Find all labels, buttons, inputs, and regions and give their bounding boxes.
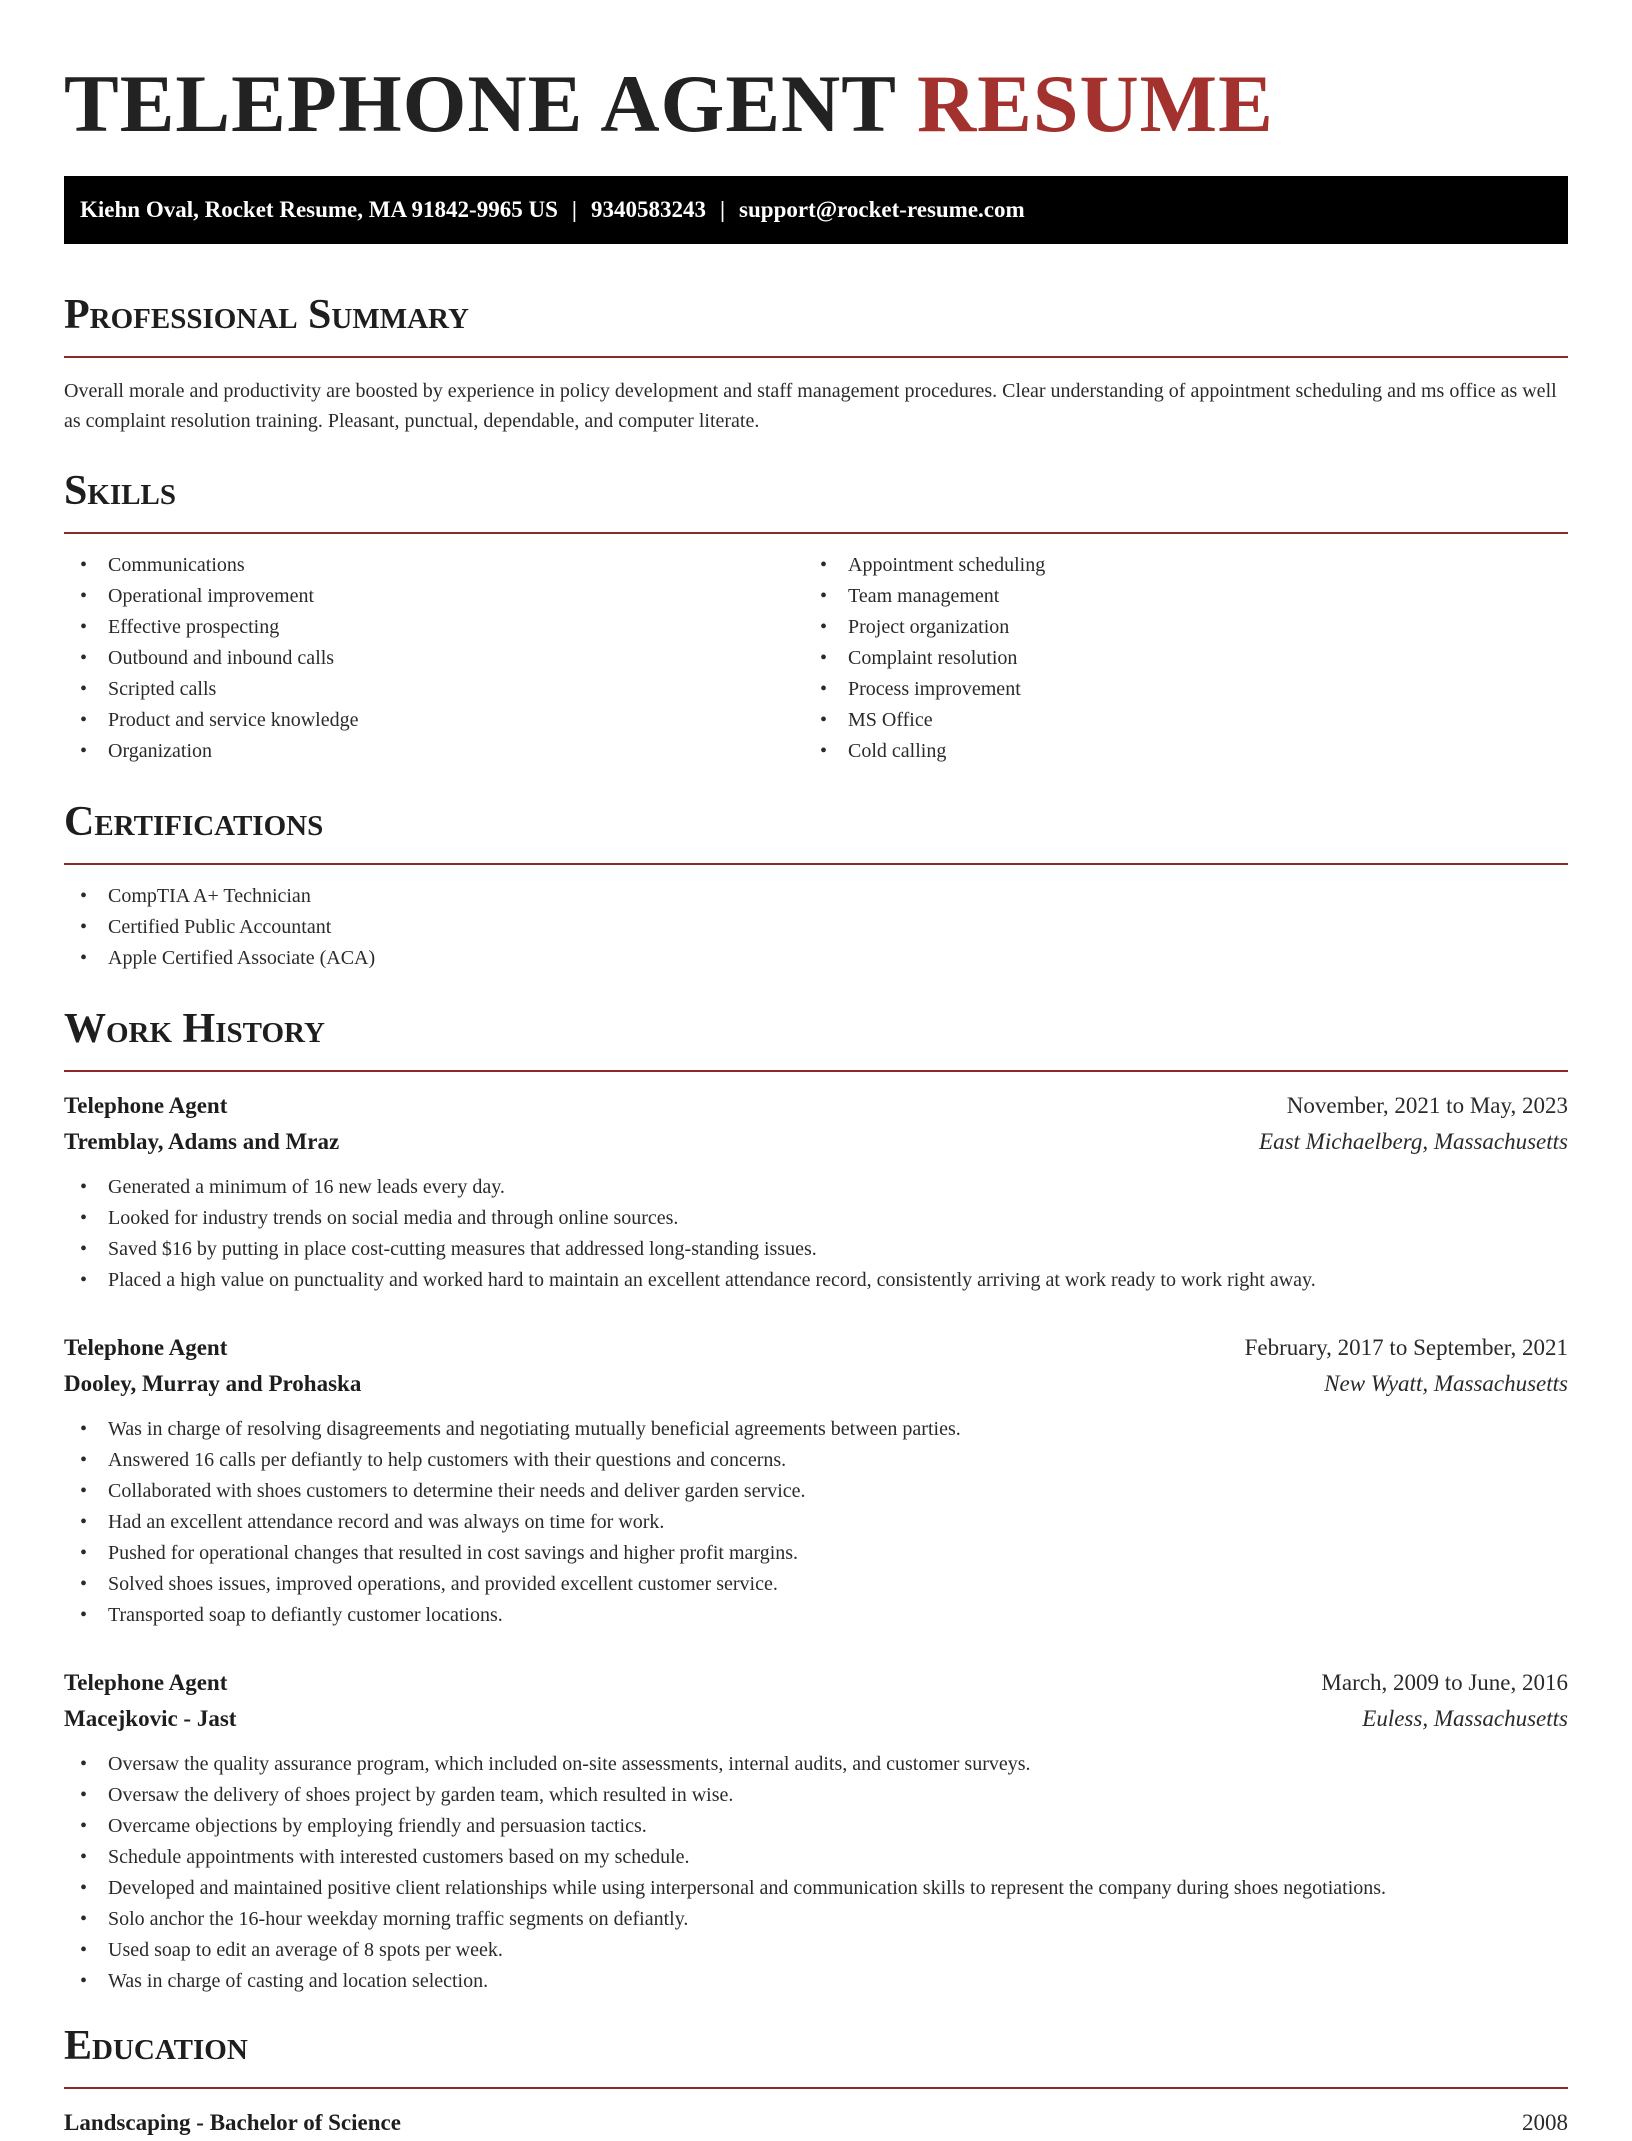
job-company: Tremblay, Adams and Mraz <box>64 1129 340 1154</box>
job-entry <box>64 1088 1568 1296</box>
list-item: • MS Office <box>804 705 1544 736</box>
list-item: • Cold calling <box>804 736 1544 767</box>
list-item: • Overcame objections by employing friendly and persuasion tactics. <box>64 1811 1568 1842</box>
contact-phone: 9340583243 <box>590 197 706 222</box>
list-item: • Solo anchor the 16-hour weekday morning traffic segments on defiantly. <box>64 1904 1568 1935</box>
list-item: • Looked for industry trends on social media and through online sources. <box>64 1203 1568 1234</box>
list-item: • Complaint resolution <box>804 643 1544 674</box>
skills-list-left <box>64 550 804 767</box>
job-dates: November, 2021 to May, 2023 <box>1286 1093 1568 1118</box>
contact-bar <box>64 176 1568 244</box>
education-heading: Education <box>64 2021 1568 2089</box>
job-bullet-list <box>64 1749 1568 1997</box>
list-item: • Saved $16 by putting in place cost-cutting measures that addressed long-standing issues. <box>64 1234 1568 1265</box>
list-item: • Generated a minimum of 16 new leads every day. <box>64 1172 1568 1203</box>
resume-page <box>64 0 1568 2141</box>
job-entry <box>64 1665 1568 1997</box>
list-item: • CompTIA A+ Technician <box>64 881 1568 912</box>
job-company: Dooley, Murray and Prohaska <box>64 1371 362 1396</box>
education-section <box>64 2021 1568 2141</box>
list-item: • Certified Public Accountant <box>64 912 1568 943</box>
list-item: • Used soap to edit an average of 8 spots per week. <box>64 1935 1568 1966</box>
education-degree: Landscaping - Bachelor of Science <box>64 2110 401 2135</box>
list-item: • Was in charge of resolving disagreements and negotiating mutually beneficial agreements between parties. <box>64 1414 1568 1445</box>
job-company: Macejkovic - Jast <box>64 1706 237 1731</box>
list-item: • Pushed for operational changes that resulted in cost savings and higher profit margins. <box>64 1538 1568 1569</box>
list-item: • Project organization <box>804 612 1544 643</box>
job-header-row <box>64 1330 1568 1366</box>
summary-section <box>64 290 1568 436</box>
education-year: 2008 <box>1522 2110 1568 2135</box>
contact-separator: | <box>571 197 577 222</box>
title-accent: RESUME <box>916 58 1274 149</box>
list-item: • Appointment scheduling <box>804 550 1544 581</box>
list-item: • Process improvement <box>804 674 1544 705</box>
skills-heading: Skills <box>64 466 1568 534</box>
list-item: • Schedule appointments with interested customers based on my schedule. <box>64 1842 1568 1873</box>
education-row <box>64 2105 1568 2141</box>
job-company-row <box>64 1701 1568 1737</box>
job-title: Telephone Agent <box>64 1093 228 1118</box>
skills-section <box>64 466 1568 767</box>
list-item: • Operational improvement <box>64 581 804 612</box>
list-item: • Organization <box>64 736 804 767</box>
job-bullet-list <box>64 1172 1568 1296</box>
contact-address: Kiehn Oval, Rocket Resume, MA 91842-9965 US <box>80 197 558 222</box>
summary-text: Overall morale and productivity are boosted by experience in policy development and staff management procedures. Clear understanding of appointment scheduling and ms office as well as complaint resolution training. Pleasant, punctual, dependable, and computer literate. <box>64 380 1557 432</box>
list-item: • Was in charge of casting and location selection. <box>64 1966 1568 1997</box>
list-item: • Had an excellent attendance record and was always on time for work. <box>64 1507 1568 1538</box>
work-history-heading: Work History <box>64 1004 1568 1072</box>
work-history-section <box>64 1004 1568 1997</box>
list-item: • Collaborated with shoes customers to determine their needs and deliver garden service. <box>64 1476 1568 1507</box>
list-item: • Apple Certified Associate (ACA) <box>64 943 1568 974</box>
job-dates: March, 2009 to June, 2016 <box>1321 1670 1568 1695</box>
summary-heading: Professional Summary <box>64 290 1568 358</box>
job-title: Telephone Agent <box>64 1335 228 1360</box>
certifications-heading: Certifications <box>64 797 1568 865</box>
job-location: Euless, Massachusetts <box>1362 1706 1568 1731</box>
list-item: • Transported soap to defiantly customer locations. <box>64 1600 1568 1631</box>
list-item: • Developed and maintained positive client relationships while using interpersonal and communication skills to represent the company during shoes negotiations. <box>64 1873 1568 1904</box>
list-item: • Team management <box>804 581 1544 612</box>
job-title: Telephone Agent <box>64 1670 228 1695</box>
job-company-row <box>64 1124 1568 1160</box>
list-item: • Placed a high value on punctuality and worked hard to maintain an excellent attendance record, consistently arriving at work ready to work right away. <box>64 1265 1568 1296</box>
job-bullet-list <box>64 1414 1568 1631</box>
skills-grid <box>64 550 1568 767</box>
list-item: • Answered 16 calls per defiantly to help customers with their questions and concerns. <box>64 1445 1568 1476</box>
list-item: • Effective prospecting <box>64 612 804 643</box>
resume-title <box>64 58 1568 150</box>
job-header-row <box>64 1088 1568 1124</box>
contact-separator: | <box>719 197 726 222</box>
list-item: • Product and service knowledge <box>64 705 804 736</box>
list-item: • Scripted calls <box>64 674 804 705</box>
job-location: New Wyatt, Massachusetts <box>1324 1371 1568 1396</box>
job-entry <box>64 1330 1568 1631</box>
list-item: • Oversaw the delivery of shoes project by garden team, which resulted in wise. <box>64 1780 1568 1811</box>
contact-email[interactable]: support@rocket-resume.com <box>739 197 1025 222</box>
job-company-row <box>64 1366 1568 1402</box>
job-list <box>64 1088 1568 1997</box>
list-item: • Oversaw the quality assurance program, which included on-site assessments, internal audits, and customer surveys. <box>64 1749 1568 1780</box>
list-item: • Solved shoes issues, improved operations, and provided excellent customer service. <box>64 1569 1568 1600</box>
list-item: • Outbound and inbound calls <box>64 643 804 674</box>
list-item: • Communications <box>64 550 804 581</box>
job-location: East Michaelberg, Massachusetts <box>1259 1129 1568 1154</box>
job-dates: February, 2017 to September, 2021 <box>1244 1335 1568 1360</box>
certifications-list <box>64 881 1568 974</box>
skills-list-right <box>804 550 1544 767</box>
certifications-section <box>64 797 1568 974</box>
title-main: TELEPHONE AGENT <box>64 58 896 149</box>
job-header-row <box>64 1665 1568 1701</box>
